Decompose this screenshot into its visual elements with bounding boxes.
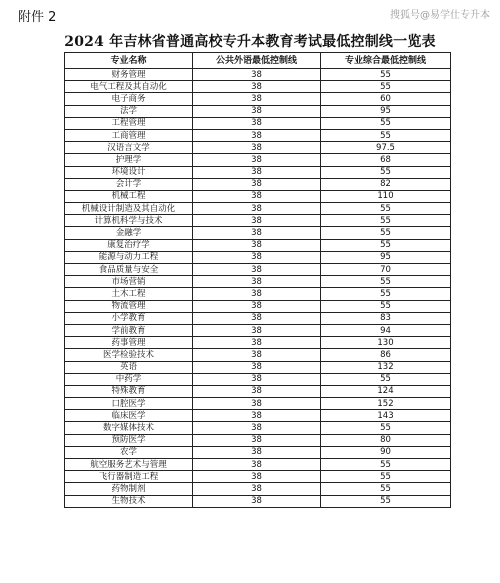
foreign-language-score-cell: 38 [193,324,321,336]
major-cell: 金融学 [65,227,193,239]
table-row [65,288,451,300]
professional-score-cell: 70 [321,264,451,276]
foreign-language-score-cell: 38 [193,410,321,422]
major-cell: 护理学 [65,154,193,166]
professional-score-cell: 152 [321,398,451,410]
foreign-language-score-cell: 38 [193,471,321,483]
major-cell: 医学检验技术 [65,349,193,361]
major-cell: 中药学 [65,373,193,385]
professional-score-cell: 55 [321,239,451,251]
foreign-language-score-cell: 38 [193,495,321,507]
professional-score-cell: 55 [321,459,451,471]
foreign-language-score-cell: 38 [193,483,321,495]
foreign-language-score-cell: 38 [193,69,321,81]
table-row [65,398,451,410]
professional-score-cell: 95 [321,251,451,263]
foreign-language-score-cell: 38 [193,361,321,373]
table-body [65,69,451,508]
table-row [65,276,451,288]
table-row [65,154,451,166]
professional-score-cell: 68 [321,154,451,166]
attachment-label: 附件 2 [18,10,57,25]
foreign-language-score-cell: 38 [193,349,321,361]
professional-score-cell: 97.5 [321,142,451,154]
major-cell: 环境设计 [65,166,193,178]
foreign-language-score-cell: 38 [193,337,321,349]
professional-score-cell: 55 [321,215,451,227]
professional-score-cell: 55 [321,300,451,312]
major-cell: 特殊教育 [65,385,193,397]
professional-score-cell: 55 [321,422,451,434]
professional-score-cell: 86 [321,349,451,361]
column-header-professional: 专业综合最低控制线 [321,53,451,69]
table-row [65,483,451,495]
table-row [65,410,451,422]
professional-score-cell: 132 [321,361,451,373]
foreign-language-score-cell: 38 [193,142,321,154]
table-row [65,434,451,446]
table-row [65,203,451,215]
foreign-language-score-cell: 38 [193,422,321,434]
major-cell: 航空服务艺术与管理 [65,459,193,471]
table-row [65,471,451,483]
professional-score-cell: 130 [321,337,451,349]
professional-score-cell: 55 [321,117,451,129]
foreign-language-score-cell: 38 [193,385,321,397]
major-cell: 机械工程 [65,190,193,202]
professional-score-cell: 94 [321,324,451,336]
foreign-language-score-cell: 38 [193,264,321,276]
professional-score-cell: 55 [321,227,451,239]
foreign-language-score-cell: 38 [193,129,321,141]
table-row [65,166,451,178]
foreign-language-score-cell: 38 [193,276,321,288]
table-row [65,422,451,434]
professional-score-cell: 80 [321,434,451,446]
major-cell: 电子商务 [65,93,193,105]
table-row [65,349,451,361]
page-title: 2024 年吉林省普通高校专升本教育考试最低控制线一览表 [64,34,436,50]
major-cell: 汉语言文学 [65,142,193,154]
foreign-language-score-cell: 38 [193,178,321,190]
table-row [65,446,451,458]
professional-score-cell: 55 [321,483,451,495]
foreign-language-score-cell: 38 [193,459,321,471]
table-row [65,239,451,251]
major-cell: 农学 [65,446,193,458]
major-cell: 康复治疗学 [65,239,193,251]
professional-score-cell: 143 [321,410,451,422]
table-row [65,129,451,141]
table-row [65,190,451,202]
major-cell: 工程管理 [65,117,193,129]
foreign-language-score-cell: 38 [193,398,321,410]
major-cell: 英语 [65,361,193,373]
table-row [65,300,451,312]
professional-score-cell: 90 [321,446,451,458]
foreign-language-score-cell: 38 [193,300,321,312]
major-cell: 能源与动力工程 [65,251,193,263]
foreign-language-score-cell: 38 [193,434,321,446]
table-row [65,373,451,385]
table-row [65,215,451,227]
table-row [65,459,451,471]
major-cell: 飞行器制造工程 [65,471,193,483]
foreign-language-score-cell: 38 [193,251,321,263]
major-cell: 市场营销 [65,276,193,288]
professional-score-cell: 55 [321,373,451,385]
watermark-text: 搜狐号@易学仕专升本 [390,10,490,21]
major-cell: 口腔医学 [65,398,193,410]
foreign-language-score-cell: 38 [193,373,321,385]
score-table [64,52,451,508]
professional-score-cell: 83 [321,312,451,324]
foreign-language-score-cell: 38 [193,190,321,202]
foreign-language-score-cell: 38 [193,312,321,324]
major-cell: 药事管理 [65,337,193,349]
major-cell: 法学 [65,105,193,117]
professional-score-cell: 55 [321,471,451,483]
major-cell: 学前教育 [65,324,193,336]
major-cell: 数字媒体技术 [65,422,193,434]
table-row [65,69,451,81]
major-cell: 电气工程及其自动化 [65,81,193,93]
foreign-language-score-cell: 38 [193,239,321,251]
table-row [65,105,451,117]
table-row [65,117,451,129]
foreign-language-score-cell: 38 [193,203,321,215]
major-cell: 机械设计制造及其自动化 [65,203,193,215]
table-row [65,324,451,336]
major-cell: 物流管理 [65,300,193,312]
major-cell: 生物技术 [65,495,193,507]
professional-score-cell: 55 [321,81,451,93]
professional-score-cell: 55 [321,276,451,288]
major-cell: 工商管理 [65,129,193,141]
table-row [65,251,451,263]
table-row [65,385,451,397]
column-header-major: 专业名称 [65,53,193,69]
professional-score-cell: 82 [321,178,451,190]
table-row [65,93,451,105]
major-cell: 药物制剂 [65,483,193,495]
table-row [65,178,451,190]
table-row [65,312,451,324]
major-cell: 临床医学 [65,410,193,422]
professional-score-cell: 55 [321,495,451,507]
professional-score-cell: 60 [321,93,451,105]
foreign-language-score-cell: 38 [193,166,321,178]
table-row [65,81,451,93]
foreign-language-score-cell: 38 [193,81,321,93]
column-header-foreign-language: 公共外语最低控制线 [193,53,321,69]
major-cell: 小学教育 [65,312,193,324]
table-row [65,495,451,507]
table-header-row [65,53,451,69]
foreign-language-score-cell: 38 [193,117,321,129]
professional-score-cell: 55 [321,69,451,81]
professional-score-cell: 110 [321,190,451,202]
table-row [65,227,451,239]
foreign-language-score-cell: 38 [193,215,321,227]
foreign-language-score-cell: 38 [193,154,321,166]
professional-score-cell: 55 [321,288,451,300]
table-row [65,264,451,276]
foreign-language-score-cell: 38 [193,227,321,239]
foreign-language-score-cell: 38 [193,105,321,117]
major-cell: 预防医学 [65,434,193,446]
major-cell: 财务管理 [65,69,193,81]
professional-score-cell: 55 [321,129,451,141]
professional-score-cell: 55 [321,166,451,178]
major-cell: 食品质量与安全 [65,264,193,276]
major-cell: 会计学 [65,178,193,190]
table-row [65,361,451,373]
foreign-language-score-cell: 38 [193,288,321,300]
major-cell: 土木工程 [65,288,193,300]
professional-score-cell: 95 [321,105,451,117]
major-cell: 计算机科学与技术 [65,215,193,227]
professional-score-cell: 55 [321,203,451,215]
foreign-language-score-cell: 38 [193,446,321,458]
table-row [65,337,451,349]
professional-score-cell: 124 [321,385,451,397]
table-row [65,142,451,154]
foreign-language-score-cell: 38 [193,93,321,105]
